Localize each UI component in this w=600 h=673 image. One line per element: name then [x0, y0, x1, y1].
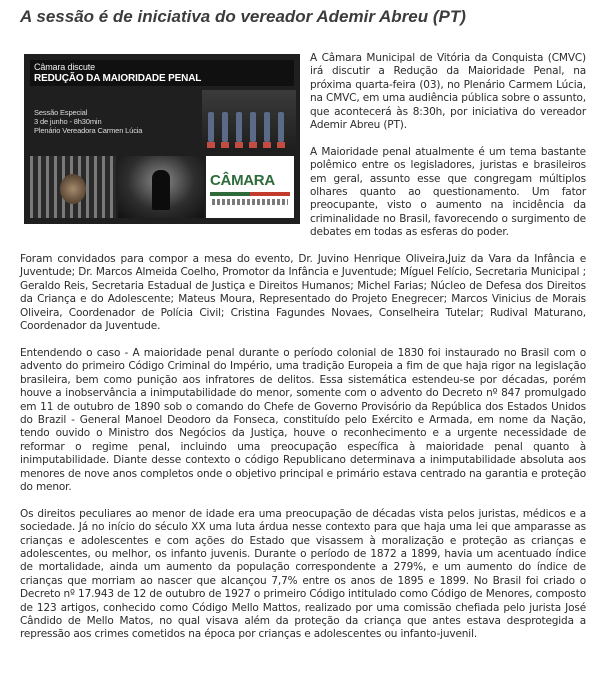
paragraph-guests: Foram convidados para compor a mesa do evento, Dr. Juvino Henrique Oliveira,Juiz da Vara da Infância e Juventude; Dr. Marcos Almeida Coelho, Promotor da Infância e Juventude; Míguel Felício, Secretaria Municipal ; Geraldo Reis, Secretaria Estadual de Justiça e Direitos Humanos; Michel Farias; Núcleo de Defesa dos Direitos da Criança e do Adolescente; Mateus Moura, Representado do Projeto Enegrecer; Marcos Vinicius de Morais Oliveira, Coordenador de Polícia Civil; Cristina Fagundes Novaes, Conselheira Tutelar; Rudival Maturano, Coordenador da Juventude. [20, 253, 586, 333]
article-body [20, 52, 586, 655]
paragraph-intro: A Câmara Municipal de Vitória da Conquista (CMVC) irá discutir a Redução da Maioridade Penal, na próxima quarta-feira (03), no Plenário Carmem Lúcia, na CMVC, em uma audiência pública sobre o assunto, que acontecerá às 8:30h, por iniciativa do vereador Ademir Abreu (PT). [310, 52, 586, 132]
banner-photo-shadow [118, 156, 204, 218]
headline: A sessão é de iniciativa do vereador Ademir Abreu (PT) [20, 7, 466, 26]
banner-photo-legs [202, 90, 296, 152]
banner-info-line: 3 de junho - 8h30min [34, 117, 102, 126]
camara-logo-subtext [212, 199, 288, 205]
banner-title: Câmara discute [34, 62, 95, 72]
paragraph-history: Entendendo o caso - A maioridade penal durante o período colonial de 1830 foi instaurado no Brasil com o advento do primeiro Código Criminal do Império, uma tradição Europeia a fim de que haja rigor na legislação brasileira, bem como punição aos infratores de delitos. Essa sistemática estendeu-se por décadas, porém houve a inobservância a inimputabilidade do menor, somente com o advento do Decreto nº 847 promulgado em 11 de outubro de 1890 sob o comando do Chefe de Governo Provisório da República dos Estados Unidos do Brazil - General Manoel Deodoro da Fonseca, constituído pelo Exército e Armada, em nome da Nação, tendo ouvido o Ministro dos Negócios da Justiça, houve o reconhecimento e a urgente necessidade de reformar o regime penal, incluindo uma preocupação específica à maioridade penal quanto à inimputabilidade. Diante desse contexto o código Republicano determinava a inimputabilidade absoluta aos menores de nove anos completos onde o objetivo principal e primário estava centrado na garantia e proteção do menor. [20, 346, 586, 493]
banner-info-line: Sessão Especial [34, 108, 88, 117]
banner-event-info [34, 108, 142, 135]
camara-logo-text: CÂMARA [210, 172, 275, 189]
banner-photo-bars [30, 156, 116, 218]
event-banner-image [24, 54, 300, 224]
camara-logo [206, 156, 294, 218]
banner-subtitle: REDUÇÃO DA MAIORIDADE PENAL [34, 73, 202, 84]
banner-info-line: Plenário Vereadora Carmen Lúcia [34, 126, 143, 135]
paragraph-context: A Maioridade penal atualmente é um tema bastante polêmico entre os legisladores, juristas e brasileiros em geral, assunto esse que congregam múltiplos olhares quanto ao questionamento. Um fator preocupante, visto o aumento na incidência da criminalidade no Brasil, favorecendo o surgimento de debates em todas as esferas do poder. [310, 145, 586, 239]
paragraph-rights: Os direitos peculiares ao menor de idade era uma preocupação de décadas vista pelos juristas, médicos e a sociedade. Já no início do século XX uma luta árdua nesse contexto para que haja uma lei que amparasse as crianças e adolescentes e com ações do Estado que visassem à moralização e proteção as crianças e adolescentes, ou melhor, os infanto juvenis. Durante o período de 1872 a 1899, havia um acentuado índice de mortalidade, ainda um aumento da população correspondente a 279%, e um aumento do índice de crianças que morriam ao nascer que alcançou 7,7% entre os anos de 1895 e 1899. No Brasil foi criado o Decreto nº 17.943 de 12 de outubro de 1927 o primeiro Código intitulado como Código de Menores, composto de 123 artigos, conhecido como Código Mello Mattos, realizado por uma comissão chefiada pelo jurista José Cândido de Mello Matos, no qual visava além da proteção da criança que antes estava desprotegida a repressão aos crimes cometidos na época por crianças e adolescentes ou infanto-juvenil. [20, 507, 586, 641]
camara-logo-stripe [210, 192, 290, 196]
